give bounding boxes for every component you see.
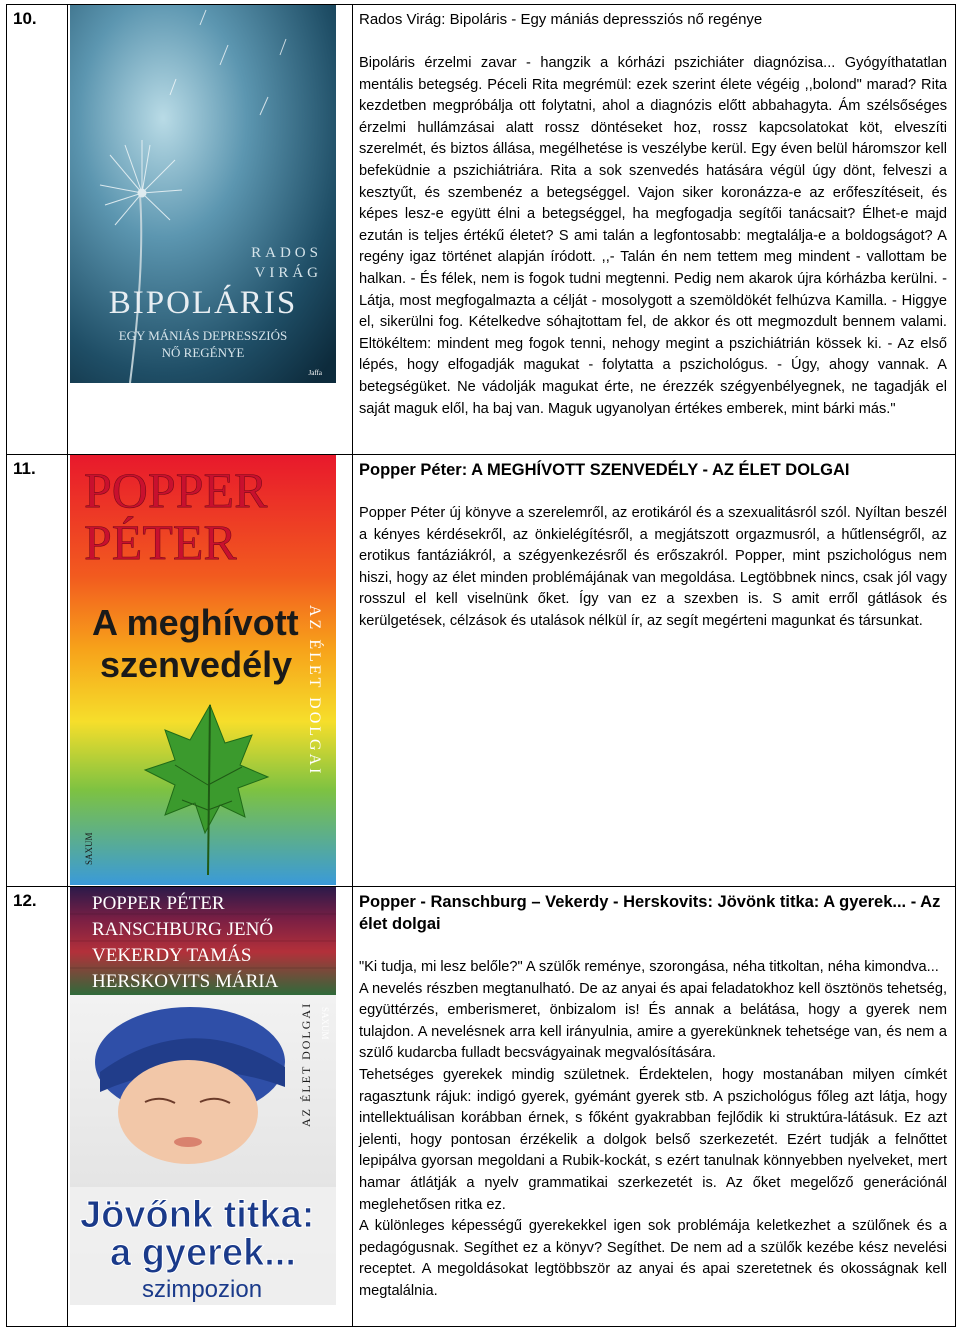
cover-author-1: POPPER PÉTER bbox=[92, 893, 225, 914]
cover-bipolaris bbox=[70, 5, 336, 383]
cover-subtitle-line1: EGY MÁNIÁS DEPRESSZIÓS bbox=[118, 328, 288, 343]
cover-meghivott bbox=[70, 455, 336, 885]
book-number: 12. bbox=[7, 887, 68, 1327]
book-paragraph: Bipoláris érzelmi zavar - hangzik a kórházi pszichiáter diagnózisa... Gyógyíthatatlan mentális betegség. Péceli Rita megrémül: ezek szerint élete végéig ,,bolond" marad? Rita kezdetben megpróbálja ott folytatni, ahol a diagnózis előtt abbahagyta. Ám szélsőséges érzelmi hullámzásai alatt rossz döntéseket hoz, rossz kapcsolatokat köt, elveszíti szerelmét, és biztos állása, megélhetése is veszélybe kerül. Egy éven belül háromszor kell befeküdnie a pszichiátriára. Rita a sok szenvedés hatására végül úgy dönt, felveszi a kesztyűt, és szembenéz a betegséggel. Vajon siker koronázza-e az erőfeszítéseit, és képes lesz-e együtt élni a betegséggel, ha megfogadja segítői tanácsait? Élhet-e majd ezután is teljes értékű életet? S ami talán a legfontosabb: megtalálja-e a boldogságot? A regény igaz történet alapján íródott. ,,- Talán én nem tettem meg mindent - vallottam be halkan. - És félek, nem is fogok tudni megtenni. Pedig nem akarok újra kórházba kerülni. - Látja, most megfogalmazta a célját - mosolygott a szemöldökét felhúzva Kamilla. - Higgye el, sikerülni fog. Kételkedve sóhajtottam fel, de akkor és ott megmozdult bennem valami. Eltökéltem: mindent meg fogok tenni, nehogy megint a pszichiátrián kössek ki. - Az első lépés, hogy elfogadják magukat - folytatta a pszichológus. - Úgy, ahogy vannak. A betegségüket. Ne vádolják magukat érte, ne érezzék szégyenbélyegnek, ne tagadják el saját maguk elől, ha baj van. Maguk ugyanolyan értékes emberek, mint bárki más." bbox=[359, 55, 947, 417]
cover-author-4: HERSKOVITS MÁRIA bbox=[92, 971, 279, 992]
cover-series: AZ ÉLET DOLGAI bbox=[306, 605, 323, 777]
cover-author-line1: RADOS bbox=[251, 245, 322, 261]
cover-author-2: RANSCHBURG JENŐ bbox=[92, 919, 274, 940]
cover-main-title: BIPOLÁRIS bbox=[108, 285, 298, 321]
book-paragraph: A nevelés részben megtanulható. De az anyai és apai feladatokhoz kell ösztönös tehetség, együttérzés, emberismeret, önbizalom is! És annak a belátása, hogy a gyerek nem tulajdon. A nevelésnek arra kell irányulnia, amire a gyerekünknek tehetsége van, és nem a szülő kudarcba fulladt becsvágyainak megvalósítására. bbox=[359, 980, 947, 1062]
cover-imprint: szimpozion bbox=[142, 1276, 263, 1303]
cover-series: AZ ÉLET DOLGAI bbox=[299, 1001, 313, 1127]
book-table bbox=[6, 4, 956, 1327]
cover-title-line2: a gyerek... bbox=[110, 1232, 296, 1274]
book-description bbox=[353, 887, 956, 1327]
cover-title-line2: szenvedély bbox=[100, 644, 293, 685]
cover-jovonk-titka bbox=[70, 887, 336, 1305]
cover-publisher: SAXUM bbox=[320, 1007, 330, 1040]
book-paragraph: Tehetséges gyerekek mindig születnek. Érdektelen, hogy mostanában milyen címkét ragasztunk rájuk: indigó gyerek, gyémánt gyerek stb. A pszichológus főleg azt látja, hogy intellektuálisan korábban érnek, s főként gyakrabban fejlődik ki struktúra-látásuk. Ez azt jelenti, hogy pontosan érzékelik a dolgok belső szerkezetét. Ezért tudják a felnőttet lepipálva gyorsan megoldani a Rubik-kockát, s ezért tanulnak könnyebben nyelveket, mert hamar átlátják a nyelv grammatikai szerkezetét is. Az őket megelőző generációnál meglehetősen ritka ez. bbox=[359, 1066, 947, 1213]
book-row-12 bbox=[7, 887, 956, 1327]
book-cover-cell bbox=[68, 5, 353, 455]
cover-author-line1: POPPER bbox=[84, 462, 268, 518]
cover-title-line1: A meghívott bbox=[92, 602, 299, 643]
cover-author-line2: VIRÁG bbox=[254, 265, 322, 281]
book-paragraph: Popper Péter új könyve a szerelemről, az erotikáról és a szexualitásról szól. Nyíltan beszél a kényes kérdésekről, az önkielégítésről, a megjátszott orgazmusról, a hűtlenségről, az erotikus fantáziákról, a szégyenkezésről és erőszakról. Popper, mint pszichológus nem hiszi, hogy az élet minden problémájának van megoldása. Legtöbbnek nincs, csak jól vagy rosszul el kell viselnünk őket. Így van ez a szexben is. S amit erről gátlások és kerülgetések, célzások és utalások nélkül ír, az segít megérteni magunkat és társunkat. bbox=[359, 505, 947, 629]
book-description bbox=[353, 5, 956, 455]
book-paragraph: A különleges képességű gyerekekkel igen sok problémája keletkezhet a szülőnek és a pedagógusnak. Segíthet ez a könyv? Segíthet. De nem ad a szülők kezébe kész nevelési receptet. A megoldásokat legtöbbször az anyai és apai szeretetnek és okosságnak kell megtalálnia. bbox=[359, 1218, 947, 1299]
book-cover-cell bbox=[68, 887, 353, 1327]
cover-title-line1: Jövőnk titka: bbox=[80, 1194, 315, 1236]
book-paragraph: "Ki tudja, mi lesz belőle?" A szülők reménye, szorongása, néha titkoltan, néha kimondva... bbox=[359, 959, 939, 975]
cover-publisher: Jaffa bbox=[308, 369, 322, 377]
cover-subtitle-line2: NŐ REGÉNYE bbox=[161, 345, 245, 360]
cover-meghivott-art bbox=[70, 455, 336, 885]
book-title: Popper Péter: A MEGHÍVOTT SZENVEDÉLY - AZ ÉLET DOLGAI bbox=[359, 461, 850, 479]
book-title: Popper - Ranschburg – Vekerdy - Herskovits: Jövönk titka: A gyerek... - Az élet dolgai bbox=[359, 893, 941, 933]
book-description bbox=[353, 455, 956, 887]
book-row-11 bbox=[7, 455, 956, 887]
book-row-10 bbox=[7, 5, 956, 455]
book-number: 10. bbox=[7, 5, 68, 455]
cover-bipolaris-art bbox=[70, 5, 336, 383]
cover-author-line2: PÉTER bbox=[84, 514, 237, 570]
cover-author-3: VEKERDY TAMÁS bbox=[92, 945, 252, 966]
cover-jovonk-art bbox=[70, 887, 336, 1305]
book-title: Rados Virág: Bipoláris - Egy mániás depressziós nő regénye bbox=[359, 11, 763, 28]
book-cover-cell bbox=[68, 455, 353, 887]
cover-publisher: SAXUM bbox=[84, 832, 94, 865]
book-number: 11. bbox=[7, 455, 68, 887]
